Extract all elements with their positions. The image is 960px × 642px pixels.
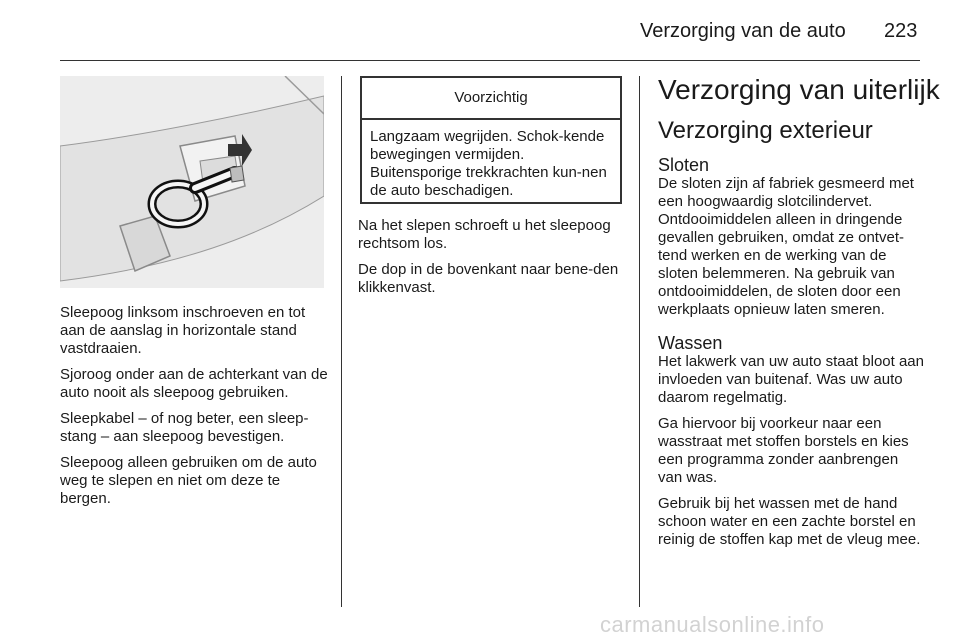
caution-title: Voorzichtig (362, 78, 620, 120)
paragraph: Sleepoog alleen gebruiken om de auto weg te slepen en niet om deze te bergen. (60, 454, 317, 507)
caution-box (360, 76, 622, 204)
caution-text: Langzaam wegrijden. Schok-kende bewegingen vermijden. Buitensporige trekkrachten kun-nen de auto beschadigen. (370, 128, 607, 199)
paragraph: Na het slepen schroeft u het sleepoog rechtsom los. (358, 217, 611, 252)
column-divider-right (639, 76, 640, 607)
section-heading: Verzorging van uiterlijk (658, 74, 940, 105)
topic-heading-wassen: Wassen (658, 333, 723, 353)
subsection-heading: Verzorging exterieur (658, 117, 873, 144)
middle-column-text (358, 217, 626, 305)
header-divider (60, 60, 920, 61)
tow-eye-illustration (60, 76, 324, 288)
paragraph: Gebruik bij het wassen met de hand schoon water en een zachte borstel en reinig de stoffen kap met de vleug mee. (658, 495, 921, 548)
right-column-text (658, 155, 924, 557)
paragraph: Sjoroog onder aan de achterkant van de auto nooit als sleepoog gebruiken. (60, 366, 328, 401)
column-divider-left (341, 76, 342, 607)
watermark: carmanualsonline.info (600, 612, 825, 637)
left-column-text (60, 304, 328, 516)
page-number: 223 (884, 20, 918, 42)
paragraph: De dop in de bovenkant naar bene-den klikkenvast. (358, 261, 619, 296)
page-header-title: Verzorging van de auto (640, 20, 846, 42)
topic-heading-sloten: Sloten (658, 155, 710, 175)
paragraph: Het lakwerk van uw auto staat bloot aan invloeden van buitenaf. Was uw auto daarom regelmatig. (658, 353, 924, 406)
paragraph: Sleepkabel – of nog beter, een sleep-stang – aan sleepoog bevestigen. (60, 410, 309, 445)
paragraph: De sloten zijn af fabriek gesmeerd met een hoogwaardig slotcilindervet. Ontdooimiddelen alleen in dringende gevallen gebruiken, omdat ze ontvet-tend werken en de werking van de sloten belemmeren. Na gebruik van ontdooimiddelen, de sloten door een werkplaats opnieuw laten smeren. (658, 175, 914, 318)
paragraph: Sleepoog linksom inschroeven en tot aan de aanslag in horizontale stand vastdraaien. (60, 304, 306, 357)
tow-eye-drawing (60, 76, 324, 288)
paragraph: Ga hiervoor bij voorkeur naar een wasstraat met stoffen borstels en kies een programma zonder aanbrengen van was. (658, 415, 909, 486)
